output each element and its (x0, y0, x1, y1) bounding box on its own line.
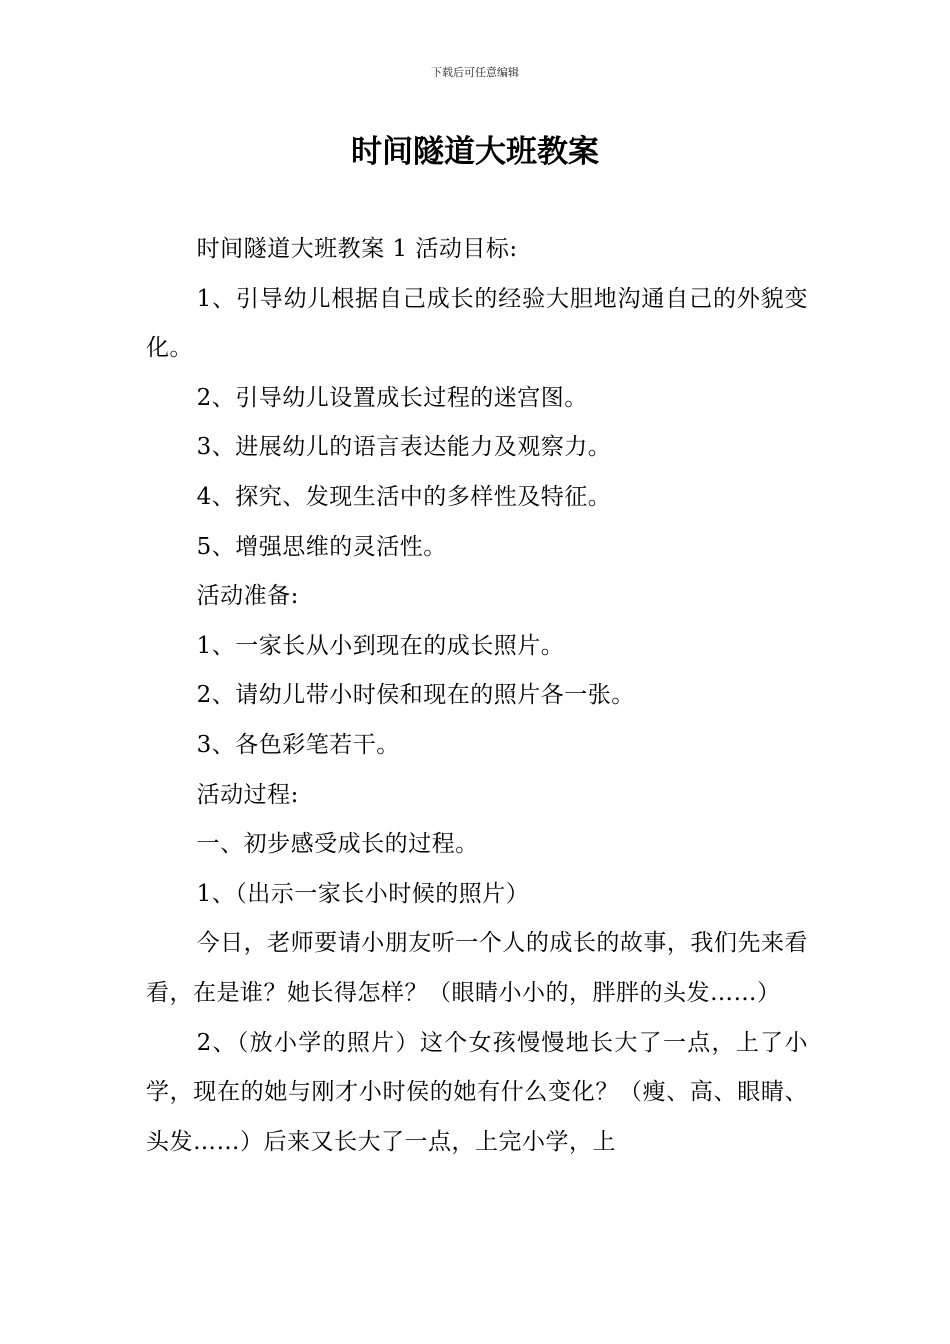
paragraph-process-step-1: 一、初步感受成长的过程。 (196, 831, 479, 858)
paragraph-process-story: 今日，老师要请小朋友听一个人的成长的故事，我们先来看看，在是谁？她长得怎样？（眼睛小小的，胖胖的头发……） (146, 930, 808, 1006)
paragraph-intro: 时间隧道大班教案 1 活动目标: (196, 236, 518, 262)
header-note: 下载后可任意编辑 (431, 66, 519, 79)
paragraph-prep-1: 1、一家长从小到现在的成长照片。 (196, 632, 565, 659)
document-body (146, 225, 808, 1167)
paragraph-goal-5: 5、增强思维的灵活性。 (196, 533, 447, 560)
paragraph-process-item-2: 2、（放小学的照片）这个女孩慢慢地长大了一点，上了小学，现在的她与刚才小时侯的她有什么变化？（瘦、高、眼睛、头发……）后来又长大了一点，上完小学，上 (146, 1029, 808, 1155)
paragraph-goal-4: 4、探究、发现生活中的多样性及特征。 (196, 483, 612, 510)
document-title: 时间隧道大班教案 (351, 134, 599, 170)
paragraph-prep-2: 2、请幼儿带小时侯和现在的照片各一张。 (196, 682, 635, 709)
paragraph-goal-3: 3、进展幼儿的语言表达能力及观察力。 (196, 434, 612, 461)
paragraph-prep-3: 3、各色彩笔若干。 (196, 731, 400, 758)
paragraph-prep-heading: 活动准备: (196, 583, 299, 610)
paragraph-process-item-1: 1、（出示一家长小时候的照片） (196, 880, 530, 907)
paragraph-goal-2: 2、引导幼儿设置成长过程的迷宫图。 (196, 384, 588, 411)
paragraph-process-heading: 活动过程: (196, 781, 299, 808)
paragraph-goal-1: 1、引导幼儿根据自己成长的经验大胆地沟通自己的外貌变化。 (146, 285, 808, 362)
